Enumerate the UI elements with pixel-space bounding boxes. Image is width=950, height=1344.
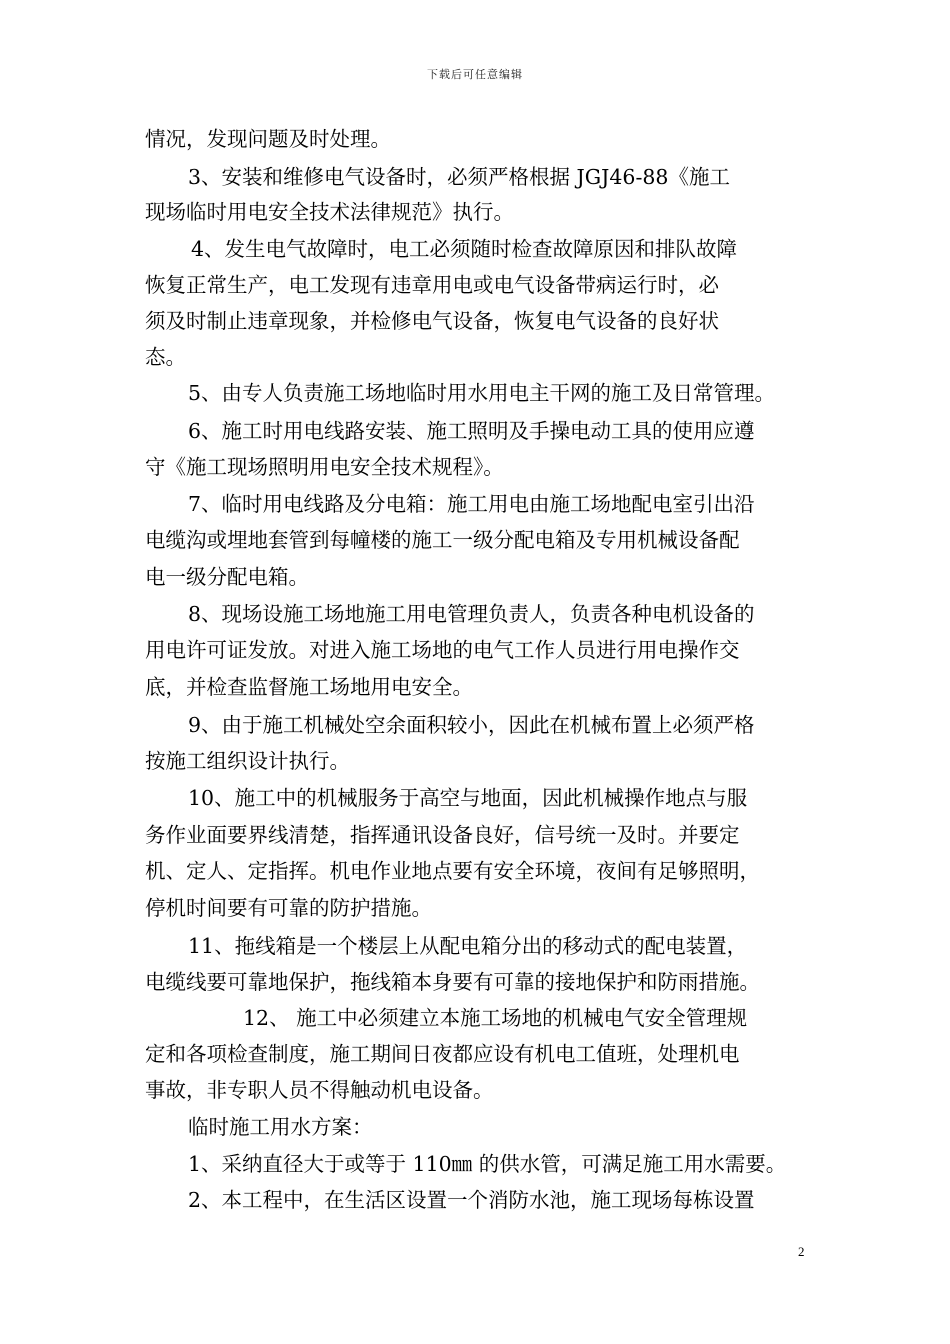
text-line: 守《施工现场照明用电安全技术规程》。 (145, 455, 504, 479)
text-line: 电一级分配电箱。 (145, 565, 309, 589)
text-line: 恢复正常生产，电工发现有违章用电或电气设备带病运行时，必 (145, 273, 719, 297)
text-line: 态。 (145, 345, 186, 369)
text-line: 9、由于施工机械处空余面积较小，因此在机械布置上必须严格 (188, 713, 755, 737)
text-line: 底，并检查监督施工场地用电安全。 (145, 675, 473, 699)
text-line: 情况，发现问题及时处理。 (145, 127, 391, 151)
text-line: 机、定人、定指挥。机电作业地点要有安全环境，夜间有足够照明， (145, 859, 760, 883)
page-number: 2 (798, 1244, 805, 1259)
text-line: 8、现场设施工场地施工用电管理负责人，负责各种电机设备的 (188, 602, 755, 626)
text-line: 3、安装和维修电气设备时，必须严格根据 JGJ46-88《施工 (188, 165, 730, 189)
text-line: 2、本工程中，在生活区设置一个消防水池，施工现场每栋设置 (188, 1188, 755, 1212)
text-line: 须及时制止违章现象，并检修电气设备，恢复电气设备的良好状 (145, 309, 719, 333)
text-line: 6、施工时用电线路安装、施工照明及手操电动工具的使用应遵 (188, 419, 755, 443)
text-line: 按施工组织设计执行。 (145, 749, 350, 773)
text-line: 4、发生电气故障时，电工必须随时检查故障原因和排队故障 (191, 237, 738, 261)
page-header: 下载后可任意编辑 (427, 68, 523, 81)
text-line: 停机时间要有可靠的防护措施。 (145, 896, 432, 920)
text-line: 10、施工中的机械服务于高空与地面，因此机械操作地点与服 (188, 786, 748, 810)
text-line: 用电许可证发放。对进入施工场地的电气工作人员进行用电操作交 (145, 638, 740, 662)
text-line: 7、临时用电线路及分电箱：施工用电由施工场地配电室引出沿 (188, 492, 755, 516)
text-line: 务作业面要界线清楚，指挥通讯设备良好，信号统一及时。并要定 (145, 823, 740, 847)
text-line: 12、 施工中必须建立本施工场地的机械电气安全管理规 (243, 1006, 748, 1030)
text-line: 5、由专人负责施工场地临时用水用电主干网的施工及日常管理。 (188, 381, 776, 405)
text-line: 电缆线要可靠地保护，拖线箱本身要有可靠的接地保护和防雨措施。 (145, 970, 760, 994)
text-line: 电缆沟或埋地套管到每幢楼的施工一级分配电箱及专用机械设备配 (145, 528, 740, 552)
text-line: 1、采纳直径大于或等于 110㎜ 的供水管，可满足施工用水需要。 (188, 1152, 787, 1176)
text-line: 11、拖线箱是一个楼层上从配电箱分出的移动式的配电装置， (188, 934, 748, 958)
text-line: 现场临时用电安全技术法律规范》执行。 (145, 200, 514, 224)
text-line: 事故，非专职人员不得触动机电设备。 (145, 1078, 494, 1102)
text-line: 定和各项检查制度，施工期间日夜都应设有机电工值班，处理机电 (145, 1042, 740, 1066)
text-line: 临时施工用水方案： (188, 1115, 373, 1139)
